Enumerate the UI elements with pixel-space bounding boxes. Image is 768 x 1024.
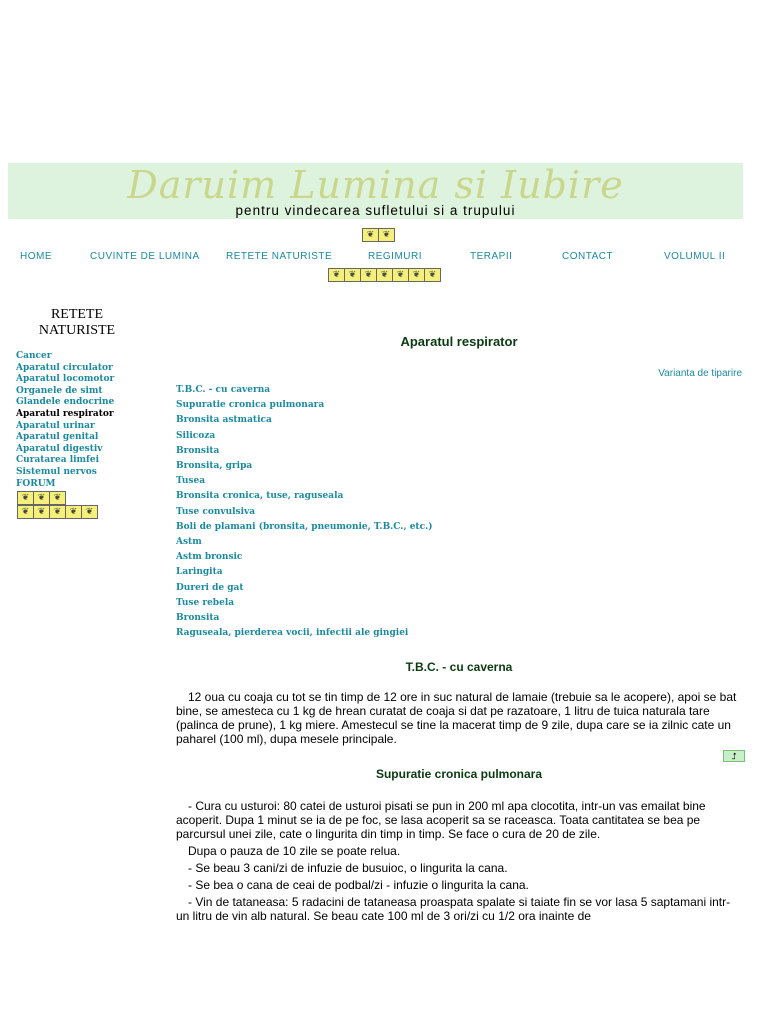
sidebar-item-aparatul-locomotor[interactable]: Aparatul locomotor [16, 374, 115, 385]
leaf-tile-icon: ❦ [328, 268, 345, 282]
toc-item[interactable]: Tuse convulsiva [176, 506, 256, 517]
sidebar-item-cancer[interactable]: Cancer [16, 351, 52, 361]
site-subtitle: pentru vindecarea sufletului si a trupului [235, 203, 516, 218]
sidebar-item-organele-de-simt[interactable]: Organele de simt [16, 385, 103, 396]
toc-item[interactable]: Boli de plamani (bronsita, pneumonie, T.B.C., etc.) [176, 521, 433, 532]
toc-item[interactable]: Bronsita astmatica [176, 415, 272, 426]
sidebar-item-glandele-endocrine[interactable]: Glandele endocrine [16, 397, 115, 408]
section-text-tbc: 12 oua cu coaja cu tot se tin timp de 12 ore in suc natural de lamaie (trebuie sa le acopere), apoi se bat bine, se amesteca cu 1 kg de hrean curatat de coaja si dat pe razatoare, 1 litru de tuica naturala tare (palinca de prune), 1 kg miere. Amestecul se tine la macerat timp de 9 zile, dupa care se ia zilnic cate un paharel (100 ml), dupa mesele principale. [176, 690, 737, 746]
nav-regimuri[interactable]: REGIMURI [368, 251, 422, 262]
leaf-tile-icon: ❦ [65, 505, 82, 519]
decorative-tiles-sidebar-row2 [17, 505, 97, 519]
sidebar-item-aparatul-circulator[interactable]: Aparatul circulator [16, 362, 113, 373]
sidebar-item-aparatul-genital[interactable]: Aparatul genital [16, 432, 99, 443]
toc-item[interactable]: Dureri de gat [176, 582, 244, 593]
leaf-tile-icon: ❦ [378, 228, 395, 242]
leaf-tile-icon: ❦ [360, 268, 377, 282]
sidebar-item-aparatul-urinar[interactable]: Aparatul urinar [16, 420, 95, 431]
sidebar-menu [16, 351, 114, 490]
leaf-tile-icon: ❦ [49, 491, 66, 505]
nav-volumul-ii[interactable]: VOLUMUL II [664, 251, 726, 262]
leaf-tile-icon: ❦ [344, 268, 361, 282]
leaf-tile-icon: ❦ [424, 268, 441, 282]
decorative-tiles-sidebar-row1 [17, 491, 65, 505]
section-text-supuratie: - Cura cu usturoi: 80 catei de usturoi pisati se pun in 200 ml apa clocotita, intr-un vas emailat bine acoperit. Dupa 1 minut se ia de pe foc, se lasa acoperit sa se raceasca. Toata cantitatea se bea pe parcursul unei zile, cate o lingurita din timp in timp. Se face o cura de 20 de zile. Dupa o pauza de 10 zile se poate relua. - Se beau 3 cani/zi de infuzie de busuioc, o lingurita la cana. - Se bea o cana de ceai de podbal/zi - infuzie o lingurita la cana. - Vin de tataneasa: 5 radacini de tataneasa proaspata spalate si taiate fin se vor lasa 5 saptamani intr-un litru de vin alb natural. Se beau cate 100 ml de 3 ori/zi cu 1/2 ora inainte de [176, 799, 731, 923]
toc-item[interactable]: Bronsita, gripa [176, 461, 253, 472]
decorative-tiles-nav [328, 268, 440, 282]
print-version-link[interactable]: Varianta de tiparire [658, 368, 742, 379]
toc-item[interactable]: T.B.C. - cu caverna [176, 385, 271, 395]
site-banner [8, 163, 743, 219]
toc-item[interactable]: Bronsita [176, 613, 220, 624]
nav-contact[interactable]: CONTACT [562, 251, 614, 262]
leaf-tile-icon: ❦ [33, 505, 50, 519]
table-of-contents [176, 383, 432, 641]
section-heading-tbc: T.B.C. - cu caverna [405, 660, 513, 674]
top-nav [0, 251, 768, 265]
leaf-tile-icon: ❦ [376, 268, 393, 282]
toc-item[interactable]: Silicoza [176, 430, 216, 441]
decorative-tiles-top [362, 228, 394, 242]
toc-item[interactable]: Raguseala, pierderea vocii, infectii ale gingiei [176, 628, 409, 639]
toc-item[interactable]: Astm bronsic [176, 552, 243, 563]
sidebar-title: RETETE NATURISTE [38, 307, 116, 338]
toc-item[interactable]: Bronsita [176, 445, 220, 456]
leaf-tile-icon: ❦ [49, 505, 66, 519]
sidebar-item-aparatul-respirator[interactable]: Aparatul respirator [16, 408, 114, 419]
leaf-tile-icon: ❦ [17, 505, 34, 519]
site-title: Daruim Lumina si Iubire [127, 163, 624, 207]
page-title: Aparatul respirator [400, 334, 518, 349]
toc-item[interactable]: Bronsita cronica, tuse, raguseala [176, 491, 344, 502]
leaf-tile-icon: ❦ [408, 268, 425, 282]
toc-item[interactable]: Astm [176, 537, 202, 548]
leaf-tile-icon: ❦ [362, 228, 379, 242]
section-heading-supuratie: Supuratie cronica pulmonara [375, 767, 543, 781]
back-to-top-arrow-icon[interactable]: ⮥ [723, 750, 745, 762]
sidebar-item-aparatul-digestiv[interactable]: Aparatul digestiv [16, 443, 103, 454]
sidebar-item-forum[interactable]: FORUM [16, 478, 56, 489]
sidebar-item-sistemul-nervos[interactable]: Sistemul nervos [16, 466, 97, 477]
nav-home[interactable]: HOME [20, 251, 52, 262]
nav-retete-naturiste[interactable]: RETETE NATURISTE [226, 251, 333, 262]
leaf-tile-icon: ❦ [392, 268, 409, 282]
toc-item[interactable]: Tusea [176, 476, 206, 487]
leaf-tile-icon: ❦ [17, 491, 34, 505]
sidebar-item-curatarea-limfei[interactable]: Curatarea limfei [16, 455, 100, 466]
toc-item[interactable]: Laringita [176, 567, 223, 578]
toc-item[interactable]: Tuse rebela [176, 597, 235, 608]
nav-terapii[interactable]: TERAPII [470, 251, 513, 262]
toc-item[interactable]: Supuratie cronica pulmonara [176, 400, 325, 411]
nav-cuvinte-de-lumina[interactable]: CUVINTE DE LUMINA [90, 251, 200, 262]
leaf-tile-icon: ❦ [33, 491, 50, 505]
leaf-tile-icon: ❦ [81, 505, 98, 519]
